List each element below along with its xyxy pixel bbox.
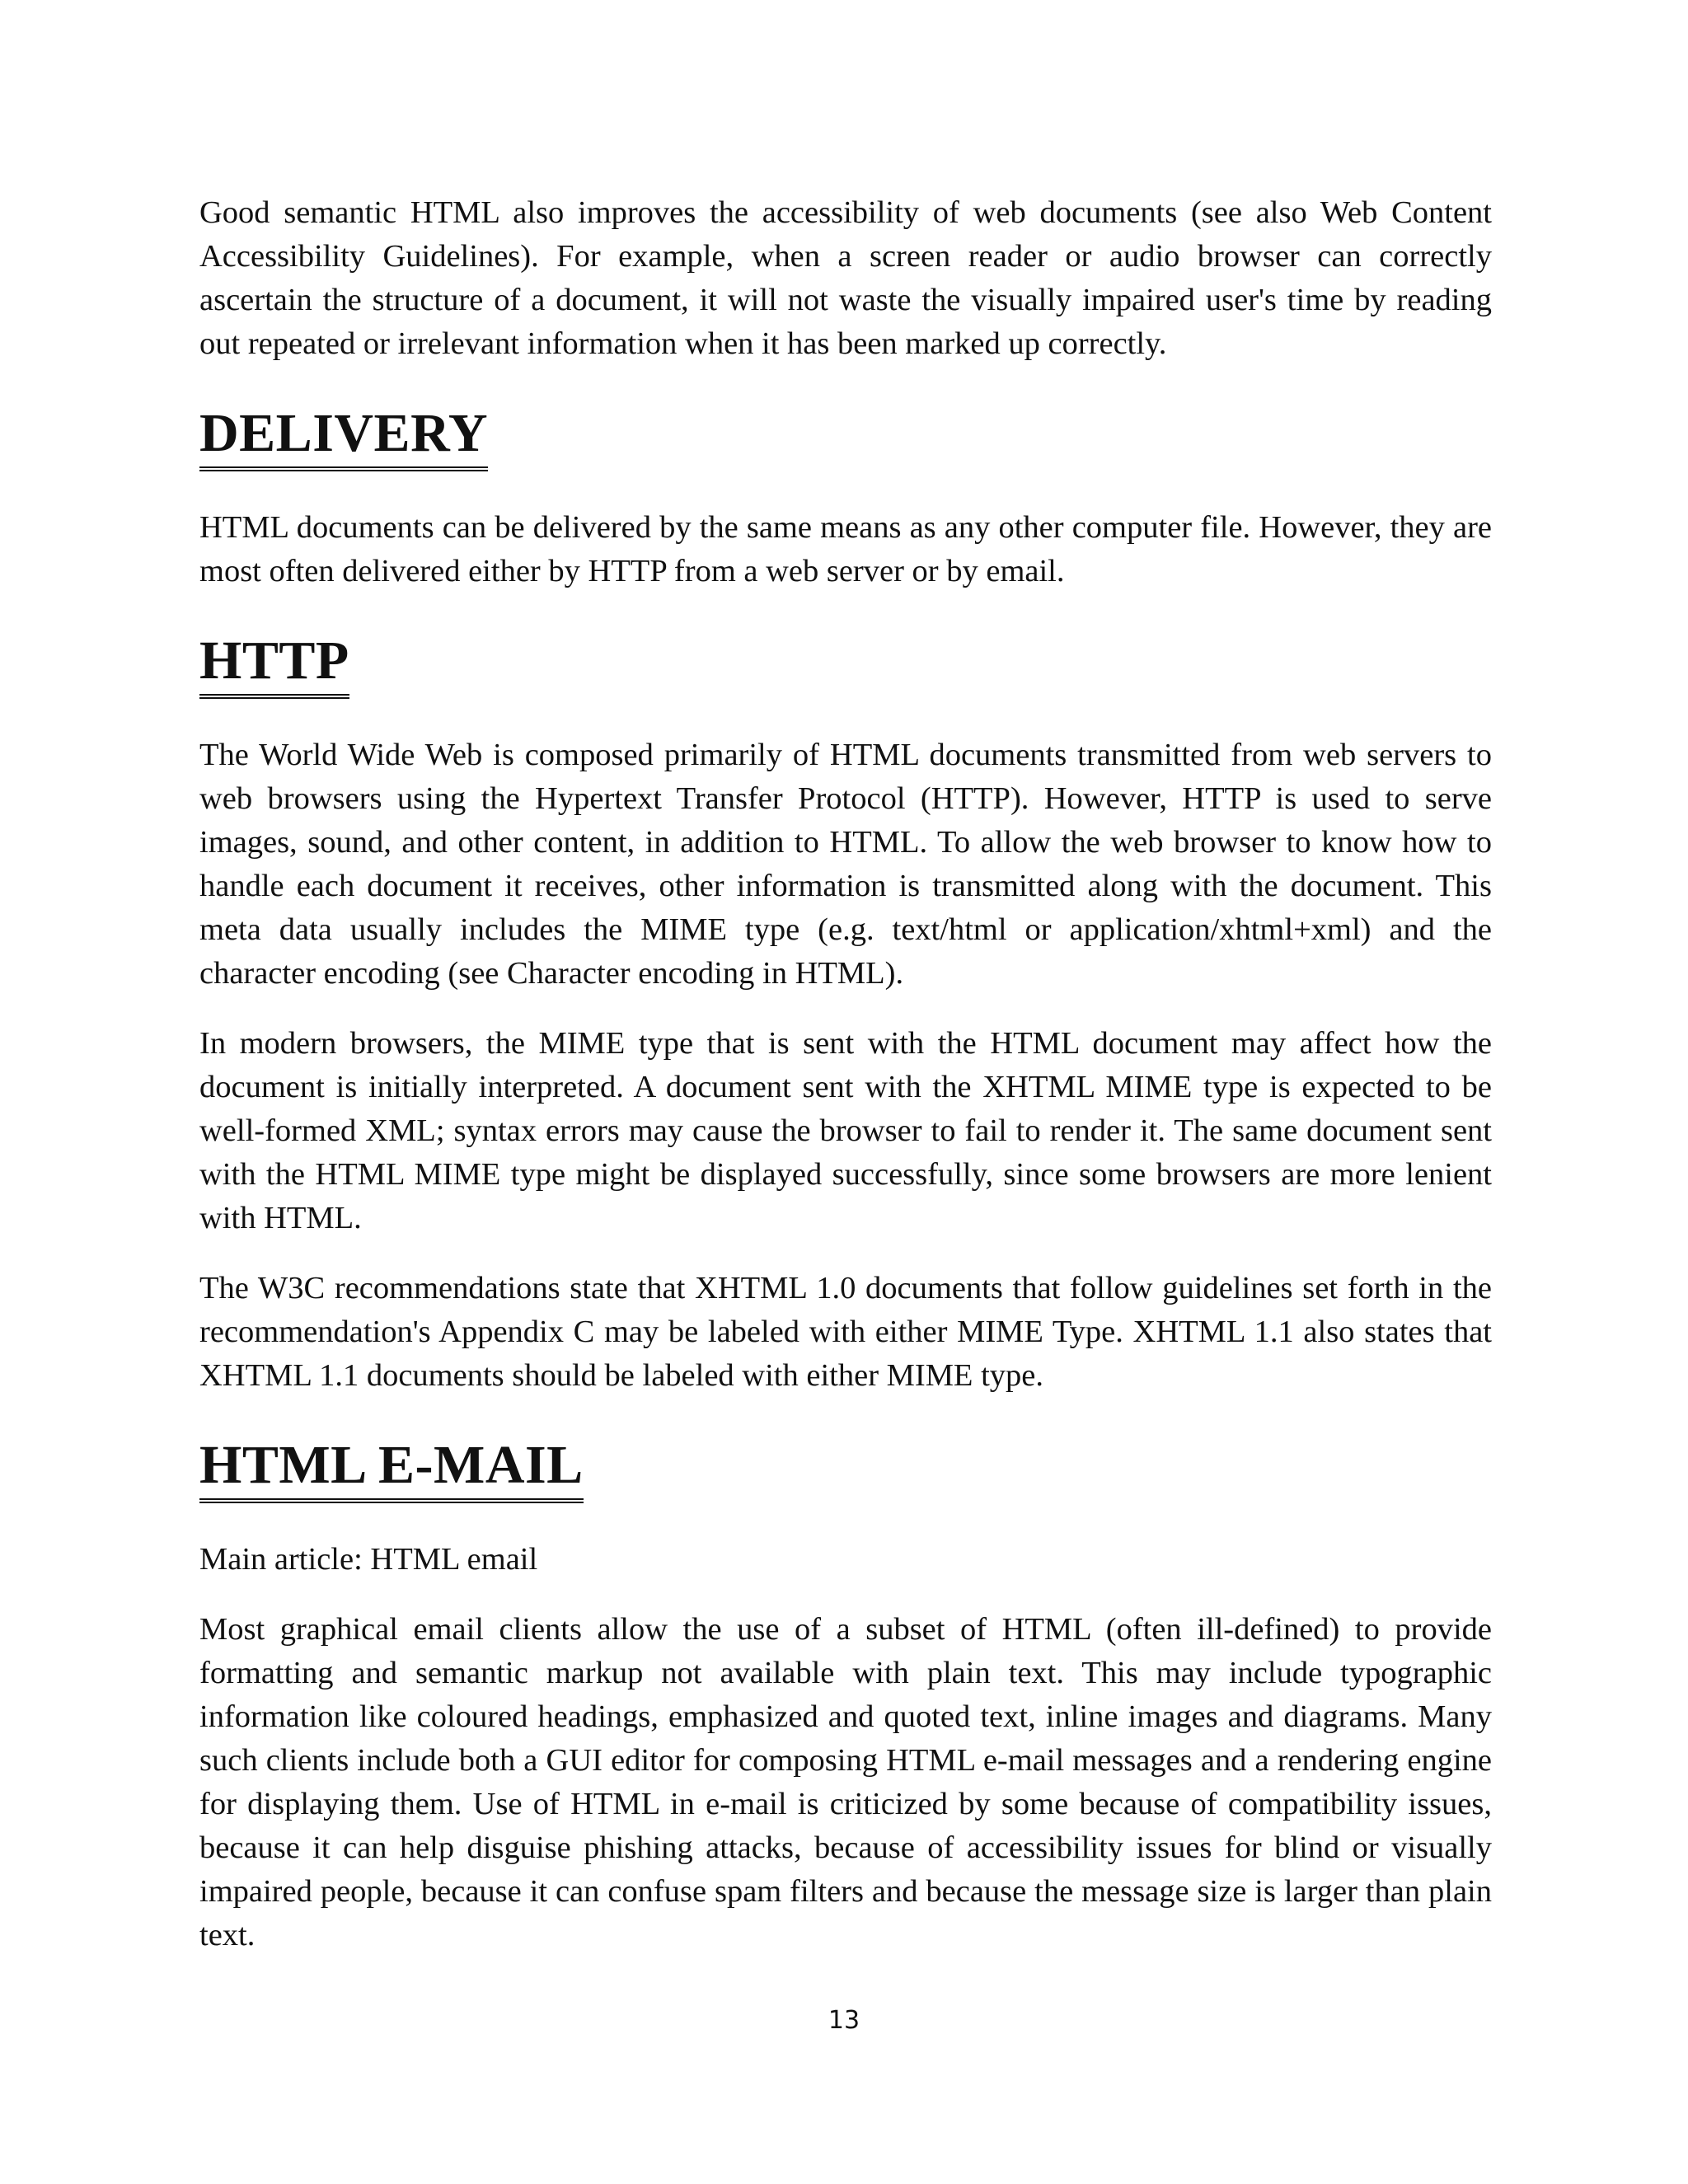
html-email-section-header bbox=[199, 1424, 1492, 1520]
delivery-section-header bbox=[199, 392, 1492, 488]
intro-paragraph: Good semantic HTML also improves the accessibility of web documents (see also Web Content Accessibility Guidelines). For example, when a screen reader or audio browser can correctly ascertain the structure of a document, it will not waste the visually impaired user's time by reading out repeated or irrelevant information when it has been marked up correctly. bbox=[199, 195, 1492, 361]
http-paragraph-2: In modern browsers, the MIME type that is sent with the HTML document may affect how the document is initially interpreted. A document sent with the XHTML MIME type is expected to be well-formed XML; syntax errors may cause the browser to fail to render it. The same document sent with the HTML MIME type might be displayed successfully, since some browsers are more lenient with HTML. bbox=[199, 1026, 1492, 1235]
page-number: 13 bbox=[828, 2006, 860, 2035]
delivery-paragraph: HTML documents can be delivered by the same means as any other computer file. However, they are most often delivered either by HTTP from a web server or by email. bbox=[199, 510, 1492, 588]
http-paragraph-1: The World Wide Web is composed primarily of HTML documents transmitted from web servers to web browsers using the Hypertext Transfer Protocol (HTTP). However, HTTP is used to serve images, sound, and other content, in addition to HTML. To allow the web browser to know how to handle each document it receives, other information is transmitted along with the document. This meta data usually includes the MIME type (e.g. text/html or application/xhtml+xml) and the character encoding (see Character encoding in HTML). bbox=[199, 738, 1492, 991]
http-section-header bbox=[199, 620, 1492, 715]
http-paragraph-3: The W3C recommendations state that XHTML 1.0 documents that follow guidelines set forth in the recommendation's Appendix C may be labeled with either MIME Type. XHTML 1.1 also states that XHTML 1.1 documents should be labeled with either MIME type. bbox=[199, 1271, 1492, 1393]
html-email-heading: HTML E-MAIL bbox=[199, 1432, 584, 1503]
html-email-paragraph: Most graphical email clients allow the use of a subset of HTML (often ill-defined) to provide formatting and semantic markup not available with plain text. This may include typographic information like coloured headings, emphasized and quoted text, inline images and diagrams. Many such clients include both a GUI editor for composing HTML e-mail messages and a rendering engine for displaying them. Use of HTML in e-mail is criticized by some because of compatibility issues, because it can help disguise phishing attacks, because of accessibility issues for blind or visually impaired people, because it can confuse spam filters and because the message size is larger than plain text. bbox=[199, 1612, 1492, 1952]
delivery-heading: DELIVERY bbox=[199, 401, 488, 471]
document-page bbox=[199, 191, 1492, 1984]
main-article-note: Main article: HTML email bbox=[199, 1542, 538, 1577]
http-heading: HTTP bbox=[199, 628, 349, 699]
